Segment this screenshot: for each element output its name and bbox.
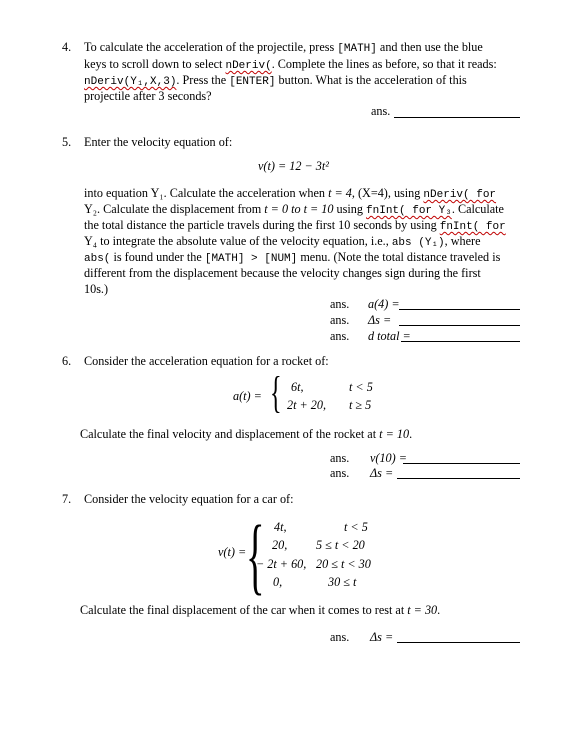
- q5-ans-expr-3: d total =: [368, 329, 411, 343]
- q7-case-2-cond: 5 ≤ t < 20: [316, 538, 365, 552]
- q5-number: 5.: [62, 135, 72, 149]
- q6-ans-label-2: ans.: [330, 466, 350, 480]
- q5-line-7: 10s.): [84, 282, 109, 296]
- q6-case-2-expr: 2t + 20,: [287, 398, 327, 412]
- q5-line-6: different from the displacement because the velocity changes sign during the first: [84, 266, 481, 280]
- q7-number: 7.: [62, 492, 72, 506]
- q5-answer-line-2[interactable]: [399, 325, 520, 326]
- q5-ans-label-2: ans.: [330, 313, 350, 327]
- q4-answer-line[interactable]: [394, 117, 520, 118]
- q6-intro: Consider the acceleration equation for a rocket of:: [84, 354, 329, 368]
- q4-line-1: To calculate the acceleration of the projectile, press [MATH] and then use the blue: [84, 40, 483, 55]
- q7-case-4-cond: 30 ≤ t: [328, 575, 357, 589]
- q6-number: 6.: [62, 354, 72, 368]
- q7-answer-line-1[interactable]: [397, 642, 520, 643]
- q5-line-3: the total distance the particle travels during the first 10 seconds by using fnInt( for: [84, 218, 506, 233]
- q4-ans-label: ans.: [371, 104, 391, 118]
- q7-case-3-expr: − 2t + 60,: [256, 557, 307, 571]
- q5-line-1: into equation Y₁. Calculate the acceleration when t = 4, (X=4), using nDeriv( for: [84, 186, 497, 201]
- q7-case-1-expr: 4t,: [274, 520, 287, 534]
- q6-case-1-cond: t < 5: [349, 380, 373, 394]
- q5-line-4: Y₄ to integrate the absolute value of the velocity equation, i.e., abs (Y₁), where: [84, 234, 481, 249]
- q7-case-2-expr: 20,: [272, 538, 288, 552]
- q6-answer-line-1[interactable]: [403, 463, 520, 464]
- q6-ans-expr-1: v(10) =: [370, 451, 407, 465]
- q5-intro: Enter the velocity equation of:: [84, 135, 233, 149]
- q7-intro: Consider the velocity equation for a car of:: [84, 492, 294, 506]
- q6-ans-label-1: ans.: [330, 451, 350, 465]
- q5-ans-label-3: ans.: [330, 329, 350, 343]
- q7-lhs: v(t) =: [218, 545, 247, 559]
- q6-case-2-cond: t ≥ 5: [349, 398, 372, 412]
- q7-brace: {: [246, 507, 265, 603]
- q4-number: 4.: [62, 40, 72, 54]
- q5-equation: v(t) = 12 − 3t²: [258, 159, 329, 173]
- q5-ans-expr-2: Δs =: [368, 313, 392, 327]
- q4-line-3: nDeriv(Y₁,X,3). Press the [ENTER] button. What is the acceleration of this: [84, 73, 467, 88]
- q4-line-2: keys to scroll down to select nDeriv(. Complete the lines as before, so that it reads:: [84, 57, 497, 72]
- q4-line-4: projectile after 3 seconds?: [84, 89, 212, 103]
- q6-ans-expr-2: Δs =: [370, 466, 394, 480]
- q7-case-1-cond: t < 5: [344, 520, 368, 534]
- q7-ans-expr-1: Δs =: [370, 630, 394, 644]
- q5-line-5: abs( is found under the [MATH] > [NUM] menu. (Note the total distance traveled is: [84, 250, 501, 265]
- q7-case-4-expr: 0,: [273, 575, 283, 589]
- q7-ans-label-1: ans.: [330, 630, 350, 644]
- q6-lhs: a(t) =: [233, 389, 262, 403]
- q5-ans-expr-1: a(4) =: [368, 297, 400, 311]
- q6-answer-line-2[interactable]: [397, 478, 520, 479]
- q7-case-3-cond: 20 ≤ t < 30: [316, 557, 371, 571]
- q5-ans-label-1: ans.: [330, 297, 350, 311]
- q6-brace: {: [270, 368, 282, 417]
- q5-line-2: Y₂. Calculate the displacement from t = 0 to t = 10 using fnInt( for Y₃. Calculate: [84, 202, 504, 217]
- q5-answer-line-1[interactable]: [399, 309, 520, 310]
- q6-question: Calculate the final velocity and displacement of the rocket at t = 10.: [80, 427, 413, 441]
- q5-answer-line-3[interactable]: [401, 341, 520, 342]
- q7-question: Calculate the final displacement of the car when it comes to rest at t = 30.: [80, 603, 441, 617]
- q6-case-1-expr: 6t,: [291, 380, 304, 394]
